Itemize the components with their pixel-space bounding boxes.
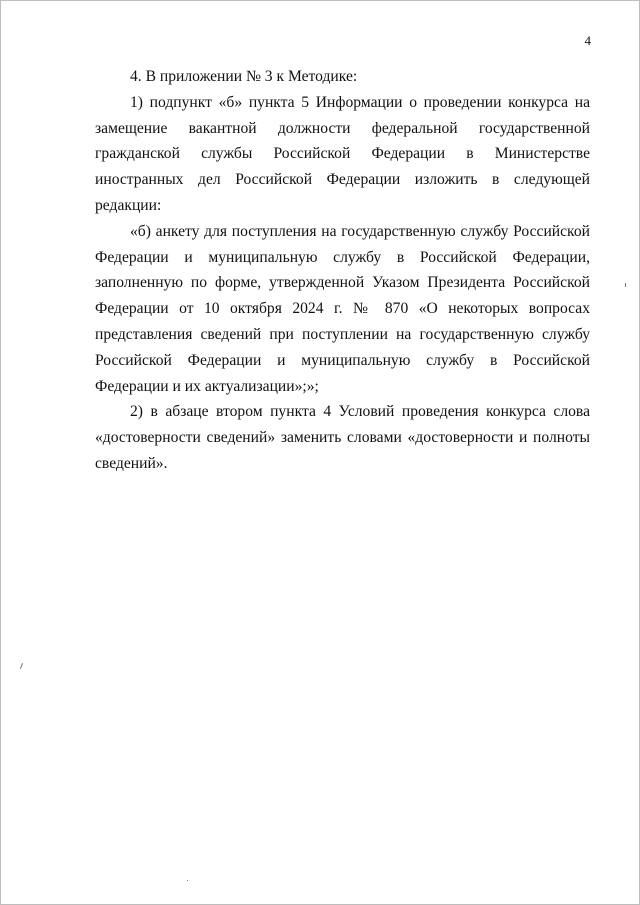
page-number: 4 — [584, 33, 591, 48]
scan-speck — [625, 283, 626, 287]
document-body — [95, 64, 590, 477]
paragraph-subitem-2: 2) в абзаце втором пункта 4 Условий проведения конкурса слова «достоверности сведений» заменить словами «достоверности и полноты сведений». — [95, 403, 590, 472]
paragraph-item-4-heading: 4. В приложении № 3 к Методике: — [130, 68, 358, 85]
paragraph-subitem-1: 1) подпункт «б» пункта 5 Информации о проведении конкурса на замещение вакантной должности федеральной государственной гражданской службы Российской Федерации в Министерстве иностранных дел Российской Федерации изложить в следующей редакции: — [95, 93, 590, 214]
scan-speck — [20, 663, 23, 669]
scan-speck — [187, 880, 188, 881]
paragraph-quoted-b: «б) анкету для поступления на государственную службу Российской Федерации и муниципальную службу в Российской Федерации, заполненную по форме, утвержденной Указом Президента Российской Федерации от 10 октября 2024 г. № 870 «О некоторых вопросах представления сведений при поступлении на государственную службу Российской Федерации и муниципальную службу в Российской Федерации и их актуализации»;»; — [95, 222, 590, 395]
